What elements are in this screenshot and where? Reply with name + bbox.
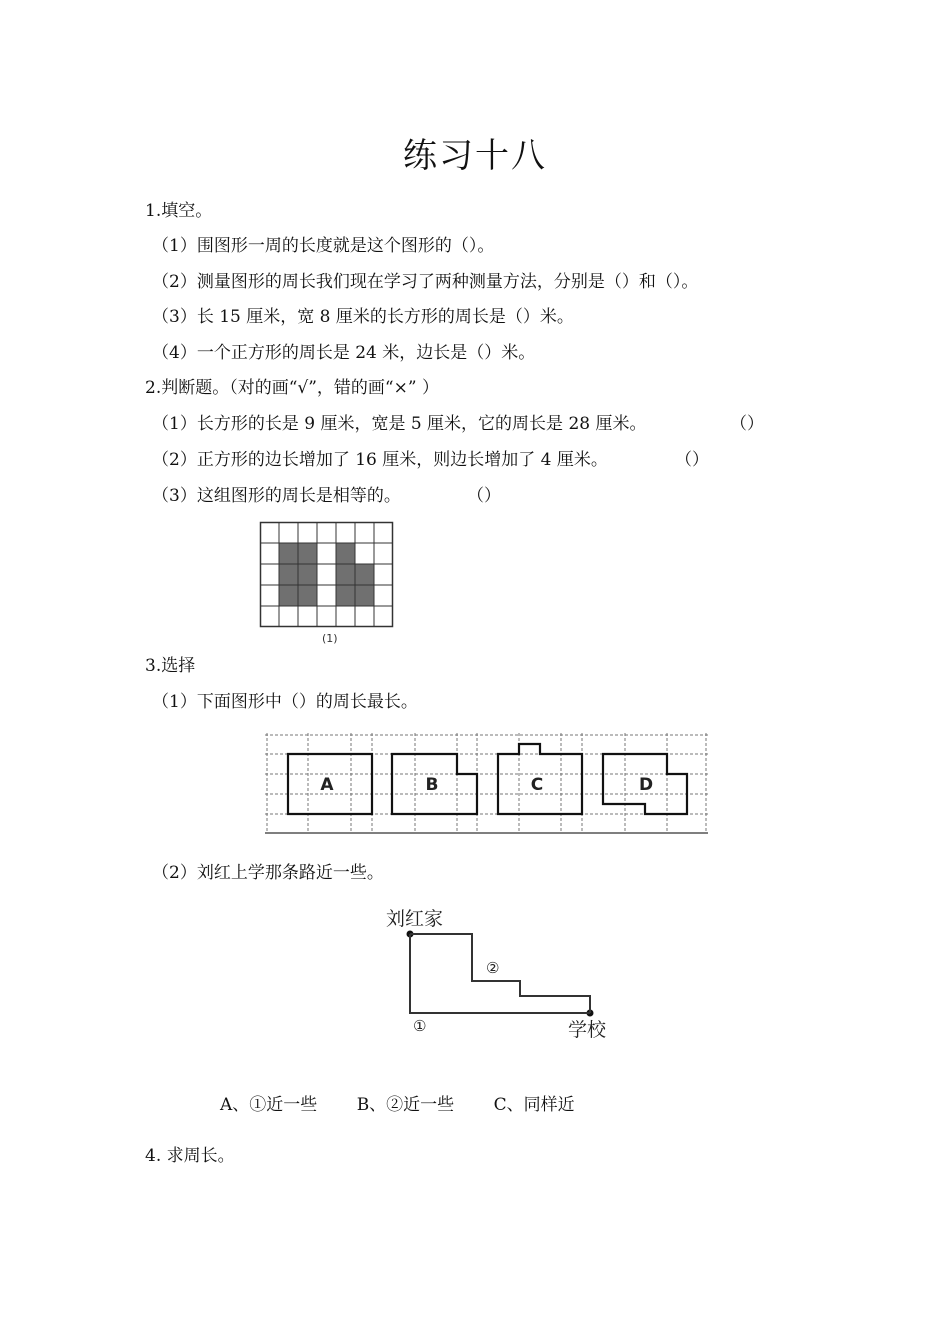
shape-b-label: B xyxy=(425,775,439,795)
q1-item-4: （4）一个正方形的周长是 24 米，边长是（）米。 xyxy=(152,343,536,363)
q3-heading: 3.选择 xyxy=(145,656,196,676)
route-1-label: ① xyxy=(413,1017,427,1035)
route-2-label: ② xyxy=(486,959,500,977)
q4-heading: 4. 求周长。 xyxy=(145,1146,235,1166)
route-map-figure xyxy=(380,900,620,1042)
shapes-perimeter-figure xyxy=(265,733,710,837)
q2-item-2: （2）正方形的边长增加了 16 厘米，则边长增加了 4 厘米。 xyxy=(152,450,608,470)
map-school-label: 学校 xyxy=(568,1019,607,1041)
q3-item-2: （2）刘红上学那条路近一些。 xyxy=(152,863,384,883)
choice-a: A、①近一些 xyxy=(220,1095,318,1115)
route-1-path xyxy=(410,934,590,1013)
q2-item-3: （3）这组图形的周长是相等的。 xyxy=(152,486,401,506)
q2-item-3-answer-parens: （） xyxy=(467,486,501,506)
q1-item-1: （1）围图形一周的长度就是这个图形的（）。 xyxy=(152,236,495,256)
shape-c-label: C xyxy=(530,775,544,795)
page-title: 练习十八 xyxy=(403,136,547,176)
q1-heading: 1.填空。 xyxy=(145,201,213,221)
q3-choices xyxy=(220,1093,609,1117)
shape-a-label: A xyxy=(320,775,334,795)
q2-item-2-answer-parens: （） xyxy=(675,450,709,470)
route-2-path xyxy=(410,934,590,1013)
q2-item-1: （1）长方形的长是 9 厘米，宽是 5 厘米，它的周长是 28 厘米。 xyxy=(152,414,647,434)
choice-c: C、同样近 xyxy=(493,1095,575,1115)
q2-heading: 2.判断题。（对的画“√”，错的画“×” ） xyxy=(145,378,439,398)
choice-b: B、②近一些 xyxy=(356,1095,455,1115)
q3-item-1: （1）下面图形中（）的周长最长。 xyxy=(152,692,418,712)
shape-d-label: D xyxy=(638,775,654,795)
shaded-grid-figure xyxy=(260,522,394,646)
q2-item-1-answer-parens: （） xyxy=(730,414,764,434)
q1-item-2: （2）测量图形的周长我们现在学习了两种测量方法，分别是（）和（）。 xyxy=(152,272,699,292)
q1-item-3: （3）长 15 厘米，宽 8 厘米的长方形的周长是（）米。 xyxy=(152,307,574,327)
grid-caption: (1) xyxy=(322,632,338,645)
map-home-label: 刘红家 xyxy=(386,908,444,930)
